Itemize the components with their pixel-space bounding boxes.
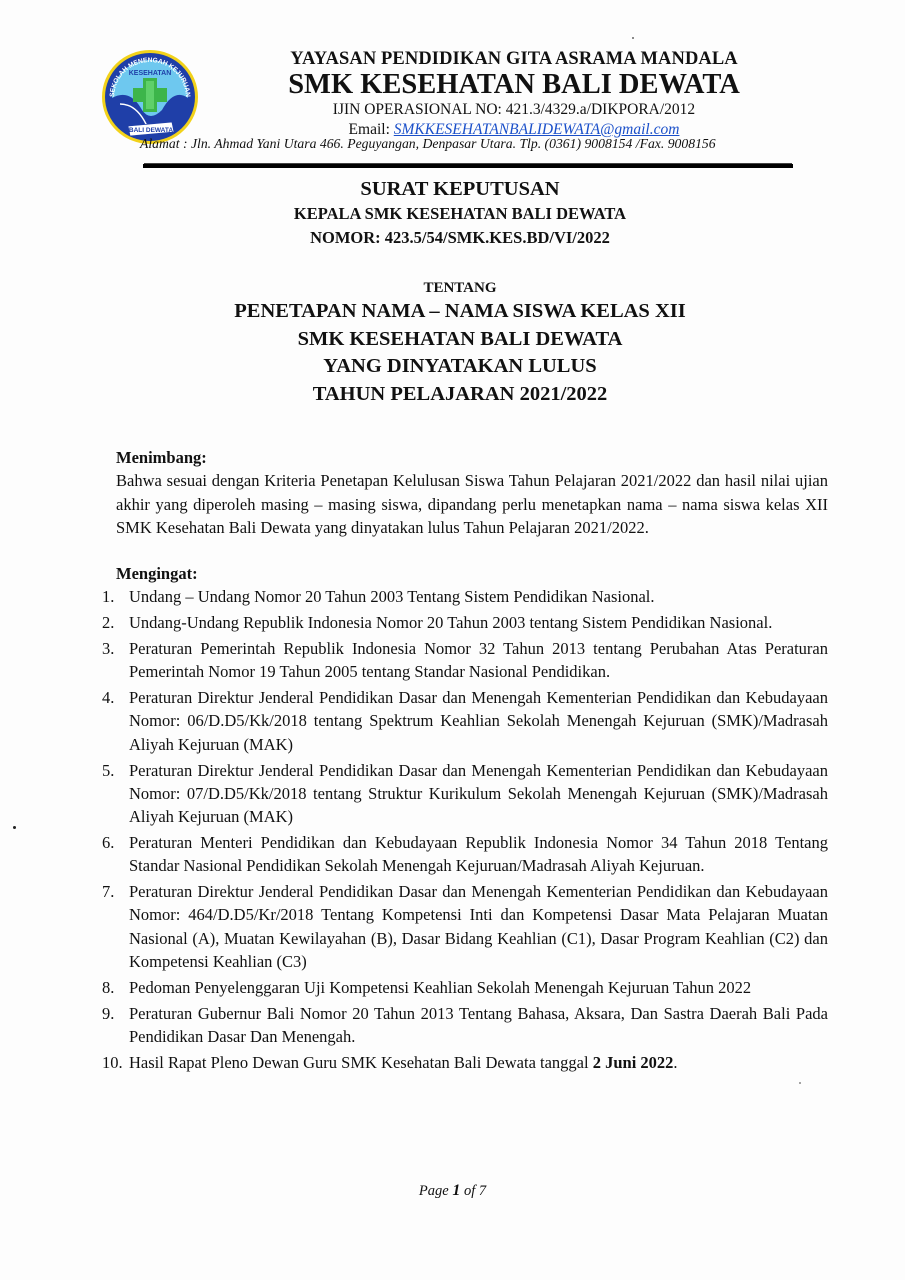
item-text: Peraturan Direktur Jenderal Pendidikan Dasar dan Menengah Kementerian Pendidikan dan Kebudayaan Nomor: 464/D.D5/Kr/2018 Tentang Kompetensi Inti dan Kompetensi Dasar Mata Pelajaran Muatan Nasional (A), Muatan Kewilayahan (B), Dasar Bidang Keahlian (C1), Dasar Program Keahlian (C2) dan Kompetensi Keahlian (C3) [129,882,828,971]
letterhead-divider [143,164,793,168]
item-text: Undang-Undang Republik Indonesia Nomor 20 Tahun 2003 tentang Sistem Pendidikan Nasional. [129,613,773,633]
email-label: Email: [348,121,394,138]
decree-number: NOMOR: 423.5/54/SMK.KES.BD/VI/2022 [310,228,610,247]
list-item [102,880,828,973]
list-item [102,611,828,634]
item-number: 2. [102,613,115,633]
email-link[interactable]: SMKKESEHATANBALIDEWATA@gmail.com [393,121,680,138]
item-text [129,1051,828,1074]
subject-line: TAHUN PELAJARAN 2021/2022 [312,382,608,405]
item-number: 5. [102,760,115,780]
item-text: Peraturan Direktur Jenderal Pendidikan Dasar dan Menengah Kementerian Pendidikan dan Kebudayaan Nomor: 07/D.D5/Kk/2018 tentang Struktur Kurikulum Sekolah Menengah Kejuruan (SMK)/Madrasah Aliyah Kejuruan (MAK) [129,760,828,827]
item-text: Peraturan Gubernur Bali Nomor 20 Tahun 2013 Tentang Bahasa, Aksara, Dan Sastra Daerah Bali Pada Pendidikan Dasar Dan Menengah. [129,1003,828,1046]
operating-license: IJIN OPERASIONAL NO: 421.3/4329.a/DIKPORA/2012 [332,101,696,118]
scan-speck [632,37,634,39]
item-text: Peraturan Direktur Jenderal Pendidikan Dasar dan Menengah Kementerian Pendidikan dan Kebudayaan Nomor: 06/D.D5/Kk/2018 tentang Spektrum Keahlian Sekolah Menengah Kejuruan (SMK)/Madrasah Aliyah Kejuruan (MAK) [129,688,828,754]
decree-title [100,176,820,408]
list-item [102,759,828,829]
list-item [102,1002,828,1049]
item-number: 8. [102,977,115,997]
subject-line: YANG DINYATAKAN LULUS [323,355,597,377]
item-number: 9. [102,1003,115,1023]
emblem-banner-text: BALI DEWATA [128,127,174,134]
item-text: Peraturan Pemerintah Republik Indonesia Nomor 32 Tahun 2013 tentang Perubahan Atas Peraturan Pemerintah Nomor 19 Tahun 2005 tentang Standar Nasional Pendidikan. [129,639,828,682]
meeting-date: 2 Juni 2022 [592,1052,674,1072]
issuer: KEPALA SMK KESEHATAN BALI DEWATA [293,204,627,223]
address-line: Alamat : Jln. Ahmad Yani Utara 466. Peguyangan, Denpasar Utara. Tlp. (0361) 9008154 /Fax. 9008156 [140,136,716,151]
item-text-main: Hasil Rapat Pleno Dewan Guru SMK Kesehatan Bali Dewata tanggal [129,1052,593,1072]
item-text-end: . [673,1052,678,1072]
page-total: 7 [478,1183,487,1199]
item-number: 6. [102,832,115,852]
list-item [102,585,828,608]
item-number: 7. [102,882,115,902]
letterhead [140,48,820,151]
subject-line: SMK KESEHATAN BALI DEWATA [297,327,623,350]
document-type: SURAT KEPUTUSAN [360,178,560,200]
item-number: 10. [102,1052,123,1072]
page-current: 1 [452,1182,461,1199]
menimbang-heading: Menimbang: [116,448,207,467]
list-item [102,637,828,684]
subject-line: PENETAPAN NAMA – NAMA SISWA KELAS XII [234,300,686,322]
item-number: 1. [102,587,115,607]
list-item [102,831,828,878]
page-prefix: Page [418,1183,453,1199]
emblem-center-text: KESEHATAN [128,70,172,77]
item-text: Pedoman Penyelenggaran Uji Kompetensi Keahlian Sekolah Menengah Kejuruan Tahun 2022 [129,977,752,997]
item-number: 4. [102,688,115,708]
list-item [102,976,828,999]
menimbang-text: Bahwa sesuai dengan Kriteria Penetapan Kelulusan Siswa Tahun Pelajaran 2021/2022 dan hasil nilai ujian akhir yang diperoleh masing – masing siswa, dipandang perlu menetapkan nama – nama siswa kelas XII SMK Kesehatan Bali Dewata yang dinyatakan lulus Tahun Pelajaran 2021/2022. [116,471,828,537]
page-mid: of [460,1183,479,1199]
item-text: Undang – Undang Nomor 20 Tahun 2003 Tentang Sistem Pendidikan Nasional. [129,587,655,607]
mengingat-list [102,585,828,1073]
school-name: SMK KESEHATAN BALI DEWATA [288,69,740,100]
item-number: 3. [102,639,115,659]
decree-body [102,446,828,1076]
emblem-arc-textpath: SEKOLAH MENENGAH KEJURUAN [108,56,192,98]
page-footer [0,1182,905,1200]
list-item [102,1051,828,1074]
scan-speck [799,1082,801,1084]
foundation-name: YAYASAN PENDIDIKAN GITA ASRAMA MANDALA [290,49,738,69]
scan-speck [13,826,16,829]
mengingat-heading: Mengingat: [116,564,198,584]
item-text: Peraturan Menteri Pendidikan dan Kebudayaan Republik Indonesia Nomor 34 Tahun 2018 Tentang Standar Nasional Pendidikan Sekolah Menengah Kejuruan/Madrasah Aliyah Kejuruan. [129,832,828,876]
about-label: TENTANG [423,280,497,296]
list-item [102,686,828,756]
